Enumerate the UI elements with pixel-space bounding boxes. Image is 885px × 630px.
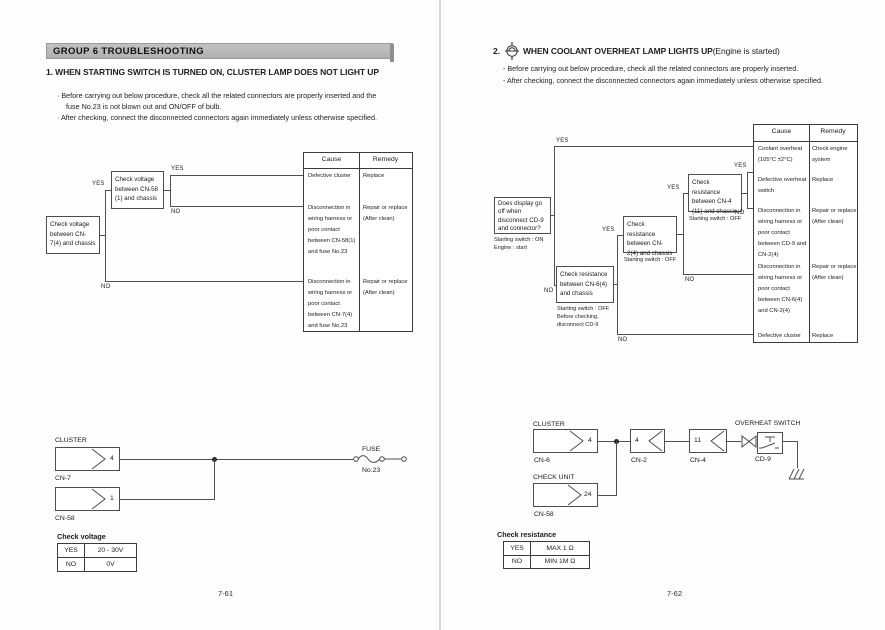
check-resistance-table: [503, 541, 590, 569]
procedure-note: · Before carrying out below procedure, check all the related connectors are properly inserted and the: [57, 91, 377, 100]
connector-cn6: [533, 429, 598, 453]
wire: [665, 441, 689, 442]
remedy-cell: Repair or replace (After clean): [812, 264, 857, 281]
connector-cn4: [689, 429, 727, 453]
table-row: [504, 555, 589, 569]
table-header-cause: Cause: [771, 128, 792, 135]
section-title-main: WHEN COOLANT OVERHEAT LAMP LIGHTS UP: [523, 46, 713, 56]
no-label: NO: [171, 209, 181, 215]
connector-chevron-icon: [92, 488, 106, 510]
remedy-cell: Replace: [812, 333, 834, 339]
cluster-label: CLUSTER: [533, 421, 565, 428]
pin-number: 24: [584, 491, 592, 498]
value-cell: MIN 1M Ω: [544, 558, 576, 566]
flow-note: Before checking,: [557, 314, 599, 320]
cause-cell: Defective overheat switch: [758, 177, 807, 194]
no-label: NO: [685, 277, 695, 283]
no-label: NO: [618, 337, 628, 343]
table-row: [504, 542, 589, 555]
table-line: [809, 125, 810, 342]
flow-line: [170, 175, 303, 176]
page-number: 7-61: [218, 589, 234, 598]
yes-label: YES: [171, 166, 184, 172]
yes-label: YES: [734, 163, 747, 169]
page-divider: [439, 0, 441, 630]
page-number: 7-62: [667, 589, 683, 598]
flow-line: [551, 215, 554, 216]
pin-number: 1: [110, 495, 114, 502]
pin-number: 4: [635, 437, 639, 444]
no-label: NO: [101, 284, 111, 290]
flow-note: Starting switch : OFF: [557, 306, 610, 312]
cd9-label: CD-9: [755, 456, 771, 463]
no-label: NO: [735, 210, 745, 216]
yes-label: YES: [556, 138, 569, 144]
value-cell: 0V: [106, 561, 115, 568]
cn58-label: CN-58: [534, 511, 554, 518]
section-number: 2.: [493, 46, 500, 56]
remedy-cell: Replace: [812, 177, 834, 183]
flow-line: [554, 146, 555, 285]
cn4-label: CN-4: [690, 457, 706, 464]
connector-cn7: [55, 447, 120, 471]
cn2-label: CN-2: [631, 457, 647, 464]
overheat-switch-icon: [757, 432, 783, 454]
table-header-remedy: Remedy: [820, 128, 846, 135]
connector-chevron-icon: [570, 430, 584, 452]
pin-number: 4: [588, 437, 592, 444]
flow-line: [683, 193, 684, 274]
cn58-label: CN-58: [55, 515, 75, 522]
table-line: [754, 141, 857, 142]
remedy-cell: Repair or replace (After clean): [363, 205, 408, 222]
flow-line: [105, 281, 303, 282]
table-row: [58, 557, 136, 571]
flow-box-check-cn6: Check resistance between CN-6(4) and chassis: [556, 266, 614, 303]
section-title: [523, 46, 780, 56]
wire: [727, 441, 741, 442]
check-voltage-title: Check voltage: [57, 532, 106, 541]
overheat-switch-label: OVERHEAT SWITCH: [735, 420, 801, 427]
flow-box-check-cn4: Check resistance between CN-4 (11) and chassis: [688, 174, 742, 212]
section-title: 1. WHEN STARTING SWITCH IS TURNED ON, CLUSTER LAMP DOES NOT LIGHT UP: [46, 67, 379, 77]
wire: [616, 441, 617, 495]
connector-chevron-icon: [711, 430, 725, 452]
check-voltage-table: [57, 543, 137, 572]
flow-line: [617, 334, 753, 335]
group-header-title: GROUP 6 TROUBLESHOOTING: [53, 46, 205, 57]
yes-label: YES: [92, 181, 105, 187]
connector-chevron-icon: [568, 484, 582, 506]
check-resistance-title: Check resistance: [497, 530, 557, 539]
cause-cell: Disconnection in wiring harness or poor contact between CN-7(4) and fuse No.23: [308, 279, 353, 329]
flow-line: [170, 206, 303, 207]
flow-note: Starting switch : OFF: [624, 257, 677, 263]
table-line: [304, 168, 412, 169]
fuse-label: FUSE: [362, 446, 381, 453]
remedy-cell: Repair or replace (After clean): [363, 279, 408, 296]
wire: [783, 441, 797, 442]
procedure-note: - After checking, connect the disconnected connectors again immediately unless otherwise specified.: [503, 76, 824, 85]
flow-box-display-off: Does display go off when disconnect CD-9 and connector?: [494, 197, 551, 234]
wire: [797, 441, 798, 468]
connector-chevron-icon: [649, 430, 663, 452]
flow-box-check-cn7: Check voltage between CN-7(4) and chassis: [46, 216, 100, 254]
value-cell: 20 - 30V: [97, 547, 124, 554]
connector-cn58: [55, 487, 120, 511]
flow-line: [617, 235, 623, 236]
section-title-paren: (Engine is started): [712, 46, 780, 56]
cn7-label: CN-7: [55, 475, 71, 482]
group-header-bar-cap: [390, 44, 394, 62]
connector-cn2: [630, 429, 665, 453]
wire: [214, 459, 215, 499]
wire: [120, 499, 215, 500]
flow-line: [617, 235, 618, 334]
yes-cell: YES: [504, 542, 531, 555]
cause-cell: Coolant overheat (105°C ±2°C): [758, 146, 803, 163]
yes-label: YES: [667, 185, 680, 191]
cause-cell: Disconnection in wiring harness or poor contact between CD-9 and CN-2(4): [758, 208, 807, 258]
flow-line: [747, 172, 748, 208]
cause-cell: Defective cluster: [758, 333, 801, 339]
wire: [120, 459, 353, 460]
yes-cell: YES: [58, 544, 85, 557]
connector-chevron-icon: [92, 448, 106, 470]
table-header-cause: Cause: [321, 156, 342, 163]
cn6-label: CN-6: [534, 457, 550, 464]
flow-note: Engine : start: [494, 245, 527, 251]
flow-line: [683, 193, 688, 194]
table-header-remedy: Remedy: [372, 156, 399, 163]
wire: [598, 495, 617, 496]
remedy-cell: Repair or replace (After clean): [812, 208, 857, 225]
flow-note: Starting switch : ON: [494, 237, 544, 243]
fuse-icon: [352, 453, 410, 465]
yes-label: YES: [602, 227, 615, 233]
procedure-note: - Before carrying out below procedure, check all the related connectors are properly inserted.: [503, 64, 799, 73]
flow-box-check-cn2: Check resistance between CN-2(4) and chassis: [623, 216, 677, 253]
flow-line: [683, 274, 753, 275]
flow-note: disconnect CD-9: [557, 322, 599, 328]
remedy-cell: Replace: [363, 173, 385, 179]
pin-number: 11: [694, 437, 702, 444]
cluster-label: CLUSTER: [55, 437, 87, 444]
cause-cell: Defective cluster: [308, 173, 351, 179]
table-line: [359, 153, 360, 331]
no-label: NO: [544, 288, 554, 294]
no-cell: NO: [504, 556, 531, 569]
coolant-overheat-lamp-icon: [505, 42, 519, 60]
cause-cell: Disconnection in wiring harness or poor contact between CN-58(1) and fuse No.23: [308, 205, 356, 255]
cause-remedy-table: [753, 124, 858, 343]
no-cell: NO: [58, 558, 85, 571]
flow-line: [554, 285, 556, 286]
ground-icon: [787, 468, 807, 480]
value-cell: MAX 1 Ω: [546, 544, 574, 552]
procedure-note: fuse No.23 is not blown out and ON/OFF of bulb.: [66, 102, 222, 111]
flow-box-check-cn58: Check voltage between CN-58 (1) and chassis: [111, 171, 164, 209]
procedure-note: · After checking, connect the disconnected connectors again immediately unless otherwise specified.: [57, 113, 378, 122]
cause-cell: Disconnection in wiring harness or poor contact between CN-6(4) and CN-2(4): [758, 264, 803, 314]
connector-cn58: [533, 483, 598, 507]
pin-number: 4: [110, 455, 114, 462]
cause-remedy-table: [303, 152, 413, 332]
remedy-cell: Check engine system: [812, 146, 848, 163]
table-row: [58, 544, 136, 557]
flow-note: Starting switch : OFF: [689, 216, 742, 222]
cd9-connector-icon: [741, 434, 757, 449]
flow-line: [170, 175, 171, 206]
check-unit-label: CHECK UNIT: [533, 474, 575, 481]
flow-line: [105, 190, 111, 191]
flow-line: [105, 190, 106, 281]
flow-line: [554, 146, 753, 147]
fuse-number-label: No.23: [362, 467, 381, 474]
